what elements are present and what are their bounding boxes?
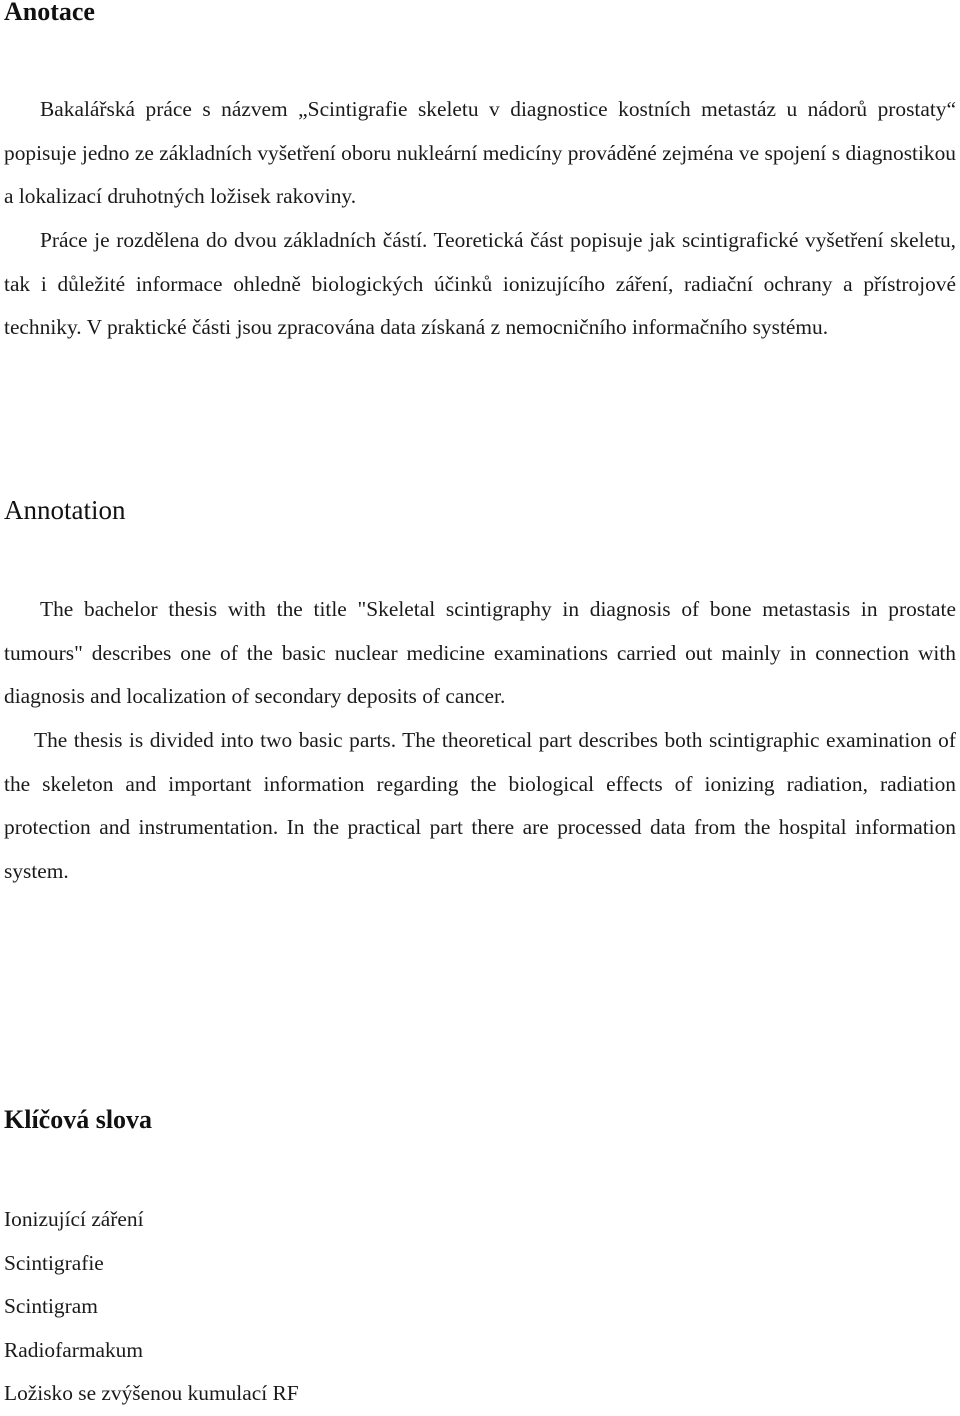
heading-annotation: Annotation <box>4 495 126 525</box>
annotation-paragraph-1: The bachelor thesis with the title "Skeletal scintigraphy in diagnosis of bone metastasis in prostate tumours" describes one of the basic nuclear medicine examinations carried out mainly in connection with diagnosis and localization of secondary deposits of cancer. <box>4 597 956 708</box>
heading-keywords: Klíčová slova <box>4 1105 153 1134</box>
keyword-list <box>4 1198 299 1416</box>
keyword-item: Ionizující záření <box>4 1207 144 1231</box>
keyword-item: Radiofarmakum <box>4 1337 143 1362</box>
keyword-item: Scintigram <box>4 1294 98 1318</box>
annotation-paragraph-2: The thesis is divided into two basic parts. The theoretical part describes both scintigraphic examination of the skeleton and important information regarding the biological effects of ionizing radiation, radiation protection and instrumentation. In the practical part there are processed data from the hospital information system. <box>4 728 956 883</box>
anotace-paragraph-1: Bakalářská práce s názvem „Scintigrafie skeletu v diagnostice kostních metastáz u nádorů prostaty“ popisuje jedno ze základních vyšetření oboru nukleární medicíny prováděné zejména ve spojení s diagnostikou a lokalizací druhotných ložisek rakoviny. <box>4 97 956 208</box>
keyword-item: Scintigrafie <box>4 1250 104 1275</box>
keyword-item: Ložisko se zvýšenou kumulací RF <box>4 1381 299 1405</box>
anotace-paragraph-2: Práce je rozdělena do dvou základních částí. Teoretická část popisuje jak scintigrafické vyšetření skeletu, tak i důležité informace ohledně biologických účinků ionizujícího záření, radiační ochrany a přístrojové techniky. V praktické části jsou zpracována data získaná z nemocničního informačního systému. <box>4 228 956 339</box>
heading-anotace: Anotace <box>4 0 95 26</box>
